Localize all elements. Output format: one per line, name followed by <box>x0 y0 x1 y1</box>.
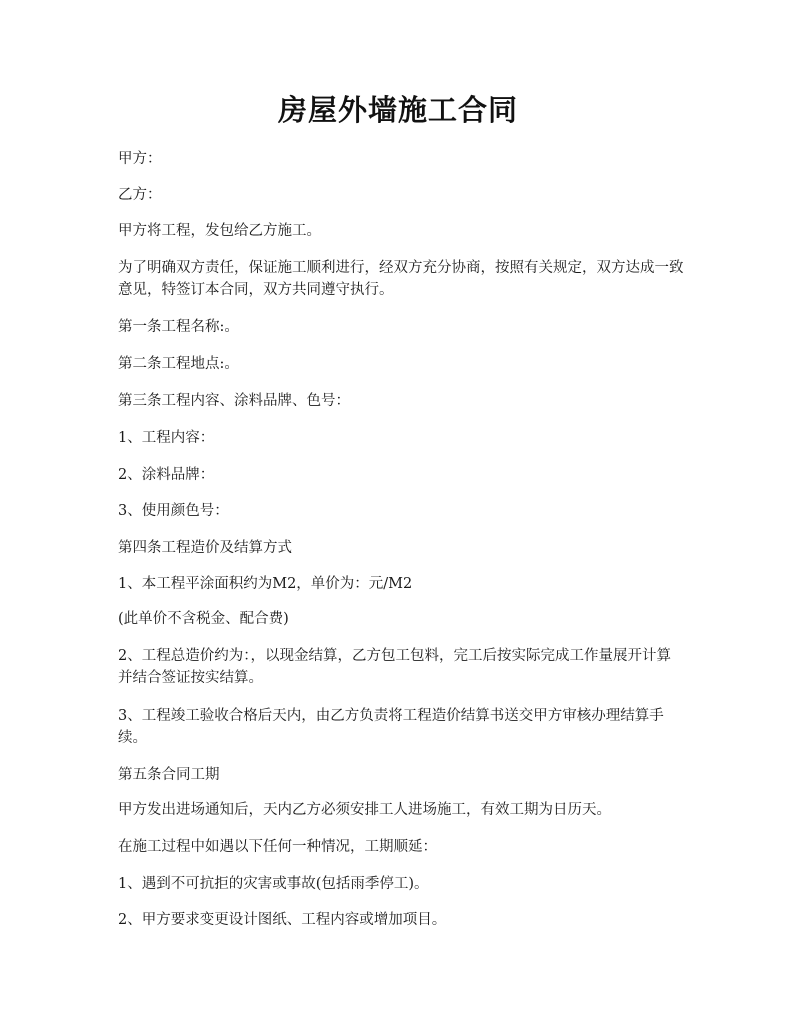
article-4-item-1: 1、本工程平涂面积约为M2，单价为：元/M2 <box>118 576 413 592</box>
party-a-line: 甲方： <box>118 151 162 167</box>
document-title: 房屋外墙施工合同 <box>277 93 518 127</box>
contract-intro-paragraph: 甲方将工程，发包给乙方施工。 <box>118 223 321 239</box>
article-5-item-1: 1、遇到不可抗拒的灾害或事故(包括雨季停工)。 <box>118 876 429 892</box>
article-5-heading: 第五条合同工期 <box>118 767 220 783</box>
article-3-heading: 第三条工程内容、涂料品牌、色号： <box>118 393 350 409</box>
contract-purpose-paragraph: 为了明确双方责任，保证施工顺利进行，经双方充分协商，按照有关规定，双方达成一致意见，特签订本合同，双方共同遵守执行。 <box>118 260 684 298</box>
article-3-item-1: 1、工程内容： <box>118 430 215 446</box>
article-4-heading: 第四条工程造价及结算方式 <box>118 540 292 556</box>
article-2-heading: 第二条工程地点:。 <box>118 356 239 372</box>
article-1-heading: 第一条工程名称:。 <box>118 319 239 335</box>
article-5-paragraph-2: 在施工过程中如遇以下任何一种情况，工期顺延： <box>118 839 437 855</box>
article-4-price-note: (此单价不含税金、配合费) <box>118 611 289 627</box>
article-4-item-3: 3、工程竣工验收合格后天内，由乙方负责将工程造价结算书送交甲方审核办理结算手续。 <box>118 708 664 746</box>
article-5-paragraph-1: 甲方发出进场通知后，天内乙方必须安排工人进场施工，有效工期为日历天。 <box>118 802 611 818</box>
article-4-item-2: 2、工程总造价约为：，以现金结算，乙方包工包料，完工后按实际完成工作量展开计算并结合签证按实结算。 <box>118 648 671 686</box>
party-b-line: 乙方： <box>118 187 162 203</box>
article-3-item-3: 3、使用颜色号： <box>118 503 229 519</box>
article-5-item-2: 2、甲方要求变更设计图纸、工程内容或增加项目。 <box>118 912 447 928</box>
article-3-item-2: 2、涂料品牌： <box>118 467 215 483</box>
